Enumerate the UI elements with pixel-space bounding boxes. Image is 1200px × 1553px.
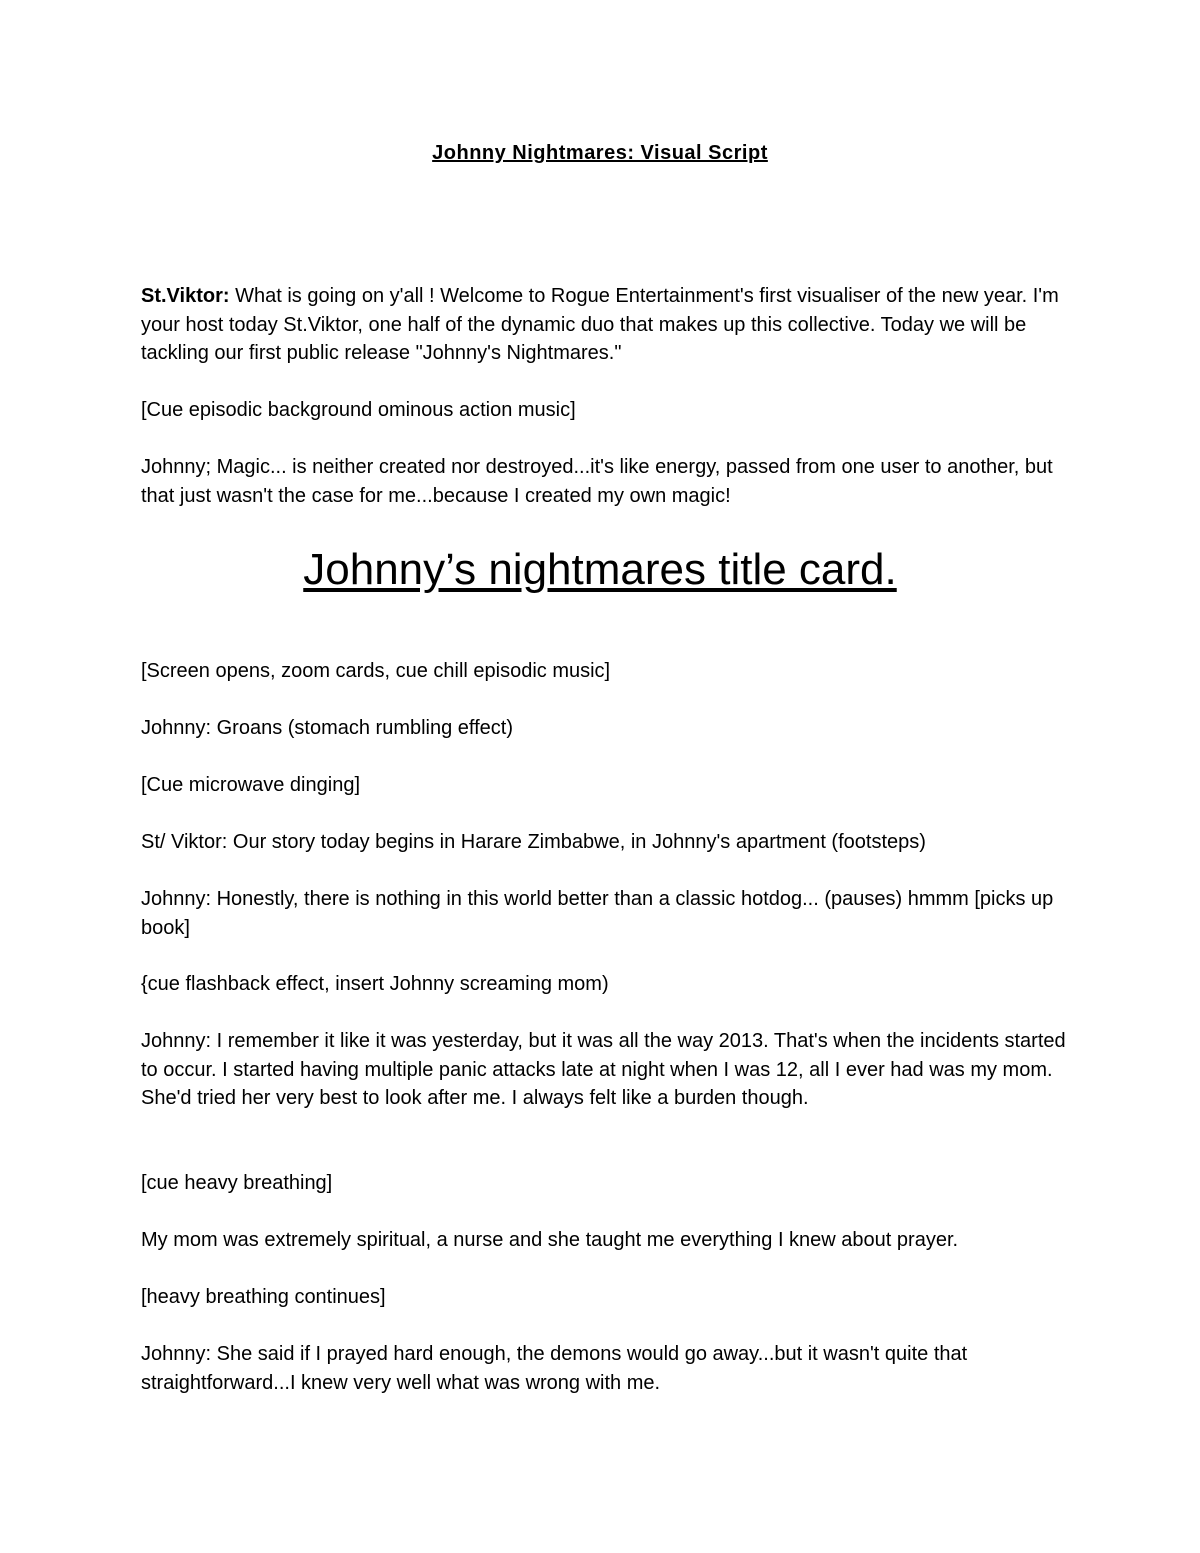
- cue-line: [Cue episodic background ominous action music]: [141, 399, 576, 421]
- dialogue-paragraph: Johnny: She said if I prayed hard enough, the demons would go away...but it wasn't quite that straightforward...I knew very well what was wrong with me.: [141, 1343, 968, 1394]
- dialogue-paragraph: Johnny: I remember it like it was yesterday, but it was all the way 2013. That's when the incidents started to occur. I started having multiple panic attacks late at night when I was 12, all I ever had was my mom. She'd tried her very best to look after me. I always felt like a burden though.: [141, 1030, 1066, 1109]
- dialogue-paragraph: Johnny; Magic... is neither created nor destroyed...it's like energy, passed from one user to another, but that just wasn't the case for me...because I created my own magic!: [141, 456, 1053, 507]
- cue-line: [cue heavy breathing]: [141, 1172, 333, 1194]
- document-title: Johnny Nightmares: Visual Script: [432, 142, 768, 164]
- dialogue-paragraph: Johnny: Honestly, there is nothing in this world better than a classic hotdog... (pauses) hmmm [picks up book]: [141, 888, 1054, 939]
- cue-line: [Cue microwave dinging]: [141, 774, 360, 796]
- cue-line: [Screen opens, zoom cards, cue chill episodic music]: [141, 660, 611, 682]
- speaker-name: St.Viktor:: [141, 285, 230, 307]
- cue-line: [heavy breathing continues]: [141, 1286, 386, 1308]
- dialogue-line: St/ Viktor: Our story today begins in Harare Zimbabwe, in Johnny's apartment (footsteps): [141, 831, 926, 853]
- cue-line: {cue flashback effect, insert Johnny screaming mom): [141, 973, 609, 995]
- narration-line: My mom was extremely spiritual, a nurse and she taught me everything I knew about prayer.: [141, 1229, 959, 1251]
- title-card-heading: Johnny’s nightmares title card.: [303, 545, 897, 594]
- intro-paragraph: [141, 282, 1071, 368]
- dialogue-line: Johnny: Groans (stomach rumbling effect): [141, 717, 514, 739]
- intro-text: What is going on y'all ! Welcome to Rogue Entertainment's first visualiser of the new year. I'm your host today St.Viktor, one half of the dynamic duo that makes up this collective. Today we will be tackling our first public release "Johnny's Nightmares.": [141, 285, 1059, 364]
